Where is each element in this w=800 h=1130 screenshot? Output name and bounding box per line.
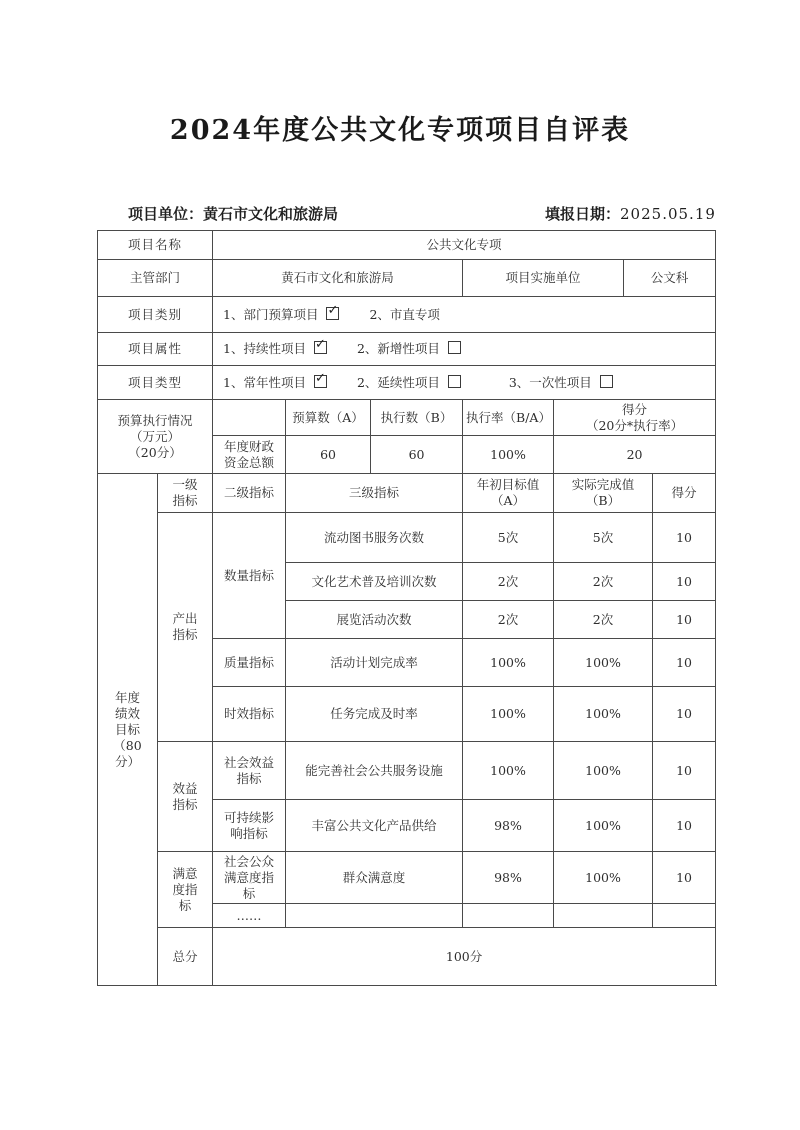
item-actual: 100% bbox=[554, 852, 653, 904]
type-options bbox=[213, 366, 716, 400]
empty-cell bbox=[554, 904, 653, 928]
category-options bbox=[213, 297, 716, 333]
sub-timeliness: 时效指标 bbox=[213, 687, 286, 742]
row-total bbox=[98, 928, 716, 986]
group-benefit-line2: 指标 bbox=[172, 796, 198, 812]
item-score: 10 bbox=[653, 852, 716, 904]
attribute-options bbox=[213, 333, 716, 366]
sub-social-line2: 指标 bbox=[236, 770, 262, 786]
performance-label-line: 绩效 bbox=[114, 705, 140, 721]
item-target: 5次 bbox=[463, 513, 554, 563]
item-actual: 100% bbox=[554, 800, 653, 852]
total-value: 100分 bbox=[213, 928, 716, 986]
header-level2: 二级指标 bbox=[213, 474, 286, 513]
checkbox-checked-icon bbox=[314, 375, 327, 388]
item-name: 丰富公共文化产品供给 bbox=[286, 800, 463, 852]
group-benefit bbox=[158, 742, 213, 852]
budget-row-label-line2: 资金总额 bbox=[224, 454, 275, 470]
header-actual-line2: （B） bbox=[585, 493, 621, 508]
header-target-line2: （A） bbox=[491, 493, 526, 508]
item-target: 100% bbox=[463, 687, 554, 742]
item-target: 2次 bbox=[463, 563, 554, 601]
sub-social-line1: 社会效益 bbox=[224, 754, 275, 770]
total-label: 总分 bbox=[158, 928, 213, 986]
attribute-option-2: 2、新增性项目 bbox=[356, 341, 440, 356]
item-target: 98% bbox=[463, 800, 554, 852]
item-score: 10 bbox=[653, 742, 716, 800]
sub-quality: 质量指标 bbox=[213, 639, 286, 687]
project-name-value: 公共文化专项 bbox=[213, 231, 716, 260]
item-score: 10 bbox=[653, 639, 716, 687]
project-unit bbox=[128, 203, 338, 224]
row-type bbox=[98, 366, 716, 400]
row-category bbox=[98, 297, 716, 333]
performance-label-line: 目标 bbox=[114, 721, 140, 737]
checkbox-empty-icon bbox=[448, 341, 461, 354]
header-target-line1: 年初目标值 bbox=[476, 477, 540, 492]
sub-social bbox=[213, 742, 286, 800]
item-target: 98% bbox=[463, 852, 554, 904]
header-score: 得分 bbox=[653, 474, 716, 513]
empty-cell bbox=[463, 904, 554, 928]
header-actual-line1: 实际完成值 bbox=[571, 477, 635, 492]
attribute-option-1: 1、持续性项目 bbox=[223, 341, 306, 356]
project-unit-value: 黄石市文化和旅游局 bbox=[203, 205, 339, 223]
budget-label-line3: （20分） bbox=[128, 444, 182, 460]
item-actual: 5次 bbox=[554, 513, 653, 563]
row-dept bbox=[98, 260, 716, 297]
item-name: 流动图书服务次数 bbox=[286, 513, 463, 563]
sub-sustain bbox=[213, 800, 286, 852]
category-option-2: 2、市直专项 bbox=[369, 306, 440, 322]
item-name: 活动计划完成率 bbox=[286, 639, 463, 687]
budget-col-score-line1: 得分 bbox=[622, 401, 648, 417]
type-option-2: 2、延续性项目 bbox=[356, 374, 440, 390]
item-score: 10 bbox=[653, 800, 716, 852]
item-name: 任务完成及时率 bbox=[286, 687, 463, 742]
sub-quantity: 数量指标 bbox=[213, 513, 286, 639]
checkbox-empty-icon bbox=[600, 375, 613, 388]
item-name: 文化艺术普及培训次数 bbox=[286, 563, 463, 601]
sub-public-line1: 社会公众 bbox=[224, 853, 275, 869]
fill-date bbox=[545, 203, 716, 224]
dept-value: 黄石市文化和旅游局 bbox=[213, 260, 463, 297]
category-label: 项目类别 bbox=[98, 297, 213, 333]
performance-label-line: （80 bbox=[113, 737, 142, 753]
row-project-name bbox=[98, 231, 716, 260]
checkbox-checked-icon bbox=[314, 341, 327, 354]
item-score: 10 bbox=[653, 513, 716, 563]
item-actual: 100% bbox=[554, 742, 653, 800]
impl-unit-label: 项目实施单位 bbox=[463, 260, 624, 297]
budget-score-value: 20 bbox=[554, 436, 716, 474]
type-label: 项目类型 bbox=[98, 366, 213, 400]
type-option-1: 1、常年性项目 bbox=[223, 374, 306, 390]
budget-col-rate: 执行率（B/A） bbox=[463, 400, 554, 436]
group-output-line1: 产出 bbox=[172, 611, 198, 626]
table-row bbox=[98, 742, 716, 800]
budget-row-label-line1: 年度财政 bbox=[224, 438, 275, 454]
sub-sustain-line2: 响指标 bbox=[230, 825, 268, 841]
empty-cell bbox=[286, 904, 463, 928]
item-name: 展览活动次数 bbox=[286, 601, 463, 639]
budget-label-line1: 预算执行情况 bbox=[117, 412, 193, 428]
sub-sustain-line1: 可持续影 bbox=[224, 809, 275, 825]
item-target: 2次 bbox=[463, 601, 554, 639]
fill-date-value: 2025.05.19 bbox=[620, 205, 716, 223]
header-level1-line2: 指标 bbox=[172, 493, 198, 508]
dept-label: 主管部门 bbox=[98, 260, 213, 297]
budget-row-label bbox=[213, 436, 286, 474]
item-target: 100% bbox=[463, 742, 554, 800]
sub-ellipsis: …… bbox=[213, 904, 286, 928]
header-level1-line1: 一级 bbox=[172, 477, 198, 492]
performance-section-label bbox=[98, 474, 158, 986]
group-benefit-line1: 效益 bbox=[172, 780, 198, 796]
item-actual: 2次 bbox=[554, 601, 653, 639]
group-output bbox=[158, 513, 213, 742]
empty-cell bbox=[653, 904, 716, 928]
row-performance-header bbox=[98, 474, 716, 513]
budget-col-score-line2: （20分*执行率） bbox=[585, 417, 684, 433]
group-satisfaction bbox=[158, 852, 213, 928]
header-level3: 三级指标 bbox=[286, 474, 463, 513]
group-output-line2: 指标 bbox=[172, 627, 198, 642]
table-row bbox=[98, 852, 716, 904]
budget-col-budget: 预算数（A） bbox=[286, 400, 371, 436]
header-target bbox=[463, 474, 554, 513]
sub-public bbox=[213, 852, 286, 904]
type-option-3: 3、一次性项目 bbox=[508, 374, 592, 390]
impl-unit-value: 公文科 bbox=[624, 260, 716, 297]
item-target: 100% bbox=[463, 639, 554, 687]
group-satisfaction-line2: 度指 bbox=[172, 881, 198, 897]
group-satisfaction-line1: 满意 bbox=[172, 865, 198, 881]
page-title: 2024年度公共文化专项项目自评表 bbox=[169, 115, 631, 146]
budget-empty-header bbox=[213, 400, 286, 436]
item-score: 10 bbox=[653, 687, 716, 742]
table-row bbox=[98, 513, 716, 563]
performance-label-line: 年度 bbox=[114, 689, 140, 705]
budget-col-exec: 执行数（B） bbox=[371, 400, 463, 436]
sub-public-line3: 标 bbox=[242, 885, 256, 901]
header-actual bbox=[554, 474, 653, 513]
item-name: 群众满意度 bbox=[286, 852, 463, 904]
budget-value: 60 bbox=[286, 436, 371, 474]
row-budget-header bbox=[98, 400, 716, 436]
item-actual: 100% bbox=[554, 687, 653, 742]
project-name-label: 项目名称 bbox=[98, 231, 213, 260]
header-level1 bbox=[158, 474, 213, 513]
row-attribute bbox=[98, 333, 716, 366]
rate-value: 100% bbox=[463, 436, 554, 474]
sub-public-line2: 满意度指 bbox=[224, 869, 275, 885]
group-satisfaction-line3: 标 bbox=[178, 897, 192, 913]
fill-date-label: 填报日期： bbox=[545, 205, 621, 223]
performance-label-line: 分） bbox=[114, 753, 140, 769]
budget-label-line2: （万元） bbox=[130, 428, 181, 444]
budget-section-label bbox=[98, 400, 213, 474]
item-score: 10 bbox=[653, 563, 716, 601]
checkbox-checked-icon bbox=[326, 307, 339, 320]
exec-value: 60 bbox=[371, 436, 463, 474]
budget-col-score bbox=[554, 400, 716, 436]
project-unit-label: 项目单位： bbox=[128, 205, 204, 223]
evaluation-table bbox=[97, 230, 716, 986]
item-actual: 100% bbox=[554, 639, 653, 687]
checkbox-empty-icon bbox=[448, 375, 461, 388]
attribute-label: 项目属性 bbox=[98, 333, 213, 366]
category-option-1: 1、部门预算项目 bbox=[223, 306, 319, 322]
item-score: 10 bbox=[653, 601, 716, 639]
item-actual: 2次 bbox=[554, 563, 653, 601]
item-name: 能完善社会公共服务设施 bbox=[286, 742, 463, 800]
